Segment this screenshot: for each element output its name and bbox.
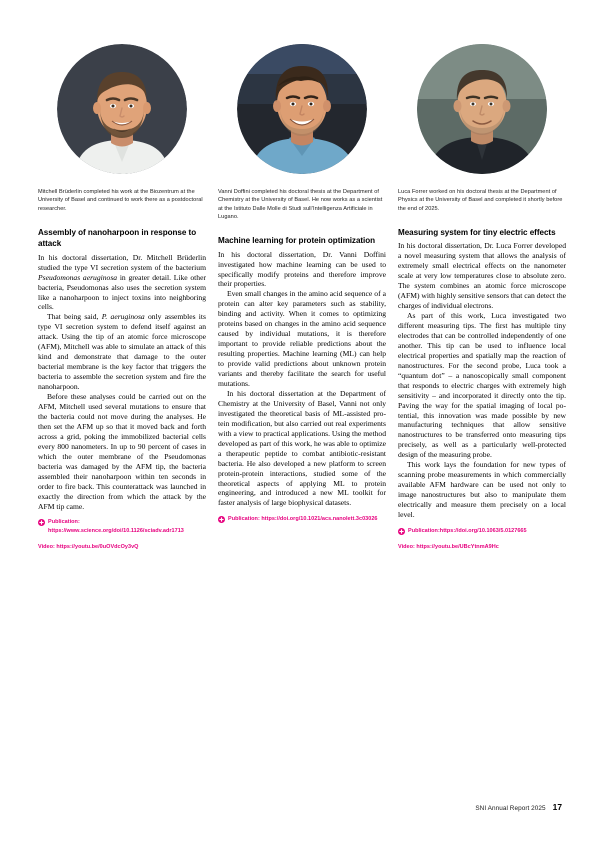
article-paragraph: That being said, P. aeruginosa only assembles its type VI secretion system to defend itself against an attack. Using the tip of an atomic force microscope (AFM), Mitchell was able to simulate an attack of this kind and demonstrate that damage to the outer bacterial membrane is the key factor that triggers the bacteria to assemble the secretion system and fire the nanoharpoon. [38, 312, 206, 392]
portrait-mitchell-bruederlin [57, 44, 187, 174]
publication-link-row[interactable] [398, 527, 566, 535]
article-paragraph: This work lays the foundation for new types of scanning probe measurements in which commercially available AFM hardware can be used not only to image nanostructures but also to manipulate them electrically and measure them precisely on a local level. [398, 460, 566, 520]
article-column-2 [218, 44, 386, 551]
portrait-illustration [417, 44, 547, 174]
portrait-image [237, 44, 367, 174]
article-column-3 [398, 44, 566, 551]
plus-circle-icon [218, 516, 225, 523]
publication-link-row[interactable] [218, 515, 386, 523]
article-paragraph: In his doctoral dissertation at the Department of Chemistry at the University of Basel, Vanni not only investigated the theoretical basis of ML-assisted protein modification, but also carried out real experiments with a view to practical applications. Using the method developed as part of this work, he was able to optimize a therapeutic peptide to combat antibiotic-resistant bacteria. He also developed a new platform to screen protein-protein interactions, studied some of the theoretical aspects of applying ML to protein engineering, and introduced a new ML toolkit for faster analysis of large biophysical datasets. [218, 388, 386, 508]
article-headline: Measuring system for tiny electric effects [398, 227, 556, 237]
article-paragraph: In his doctoral dissertation, Dr. Vanni Doffini investigated how machine learning can be used to specifically modify proteins and therefore improve their properties. [218, 249, 386, 289]
article-paragraph: Even small changes in the amino acid sequence of a protein can alter key parameters such as stability, binding and activity. When it comes to optimizing proteins based on changes in the amino acid sequence caused by individual mutations, it is therefore important to provide reliable predictions about the resulting properties. Machine learning (ML) can help to provide valid predictions about unknown protein variants and thereby facilitate the search for useful mutations. [218, 289, 386, 388]
video-link[interactable]: Video: https://youtu.be/UBcYtnmA9Hc [398, 544, 499, 551]
portrait-image [57, 44, 187, 174]
publication-link-row[interactable] [38, 518, 206, 534]
portrait-vanni-doffini [237, 44, 367, 174]
portrait-caption: Vanni Doffini completed his doctoral thesis at the Department of Chemistry at the University of Basel. He now works as a scientist at the Istituto Dalle Molle di Studi sull’Intelligenza Artificiale in Lugano. [218, 189, 383, 220]
portrait-luca-forrer [417, 44, 547, 174]
publication-link[interactable]: Publication:https://doi.org/10.1063/5.0127665 [408, 527, 527, 534]
portrait-caption: Luca Forrer worked on his doctoral thesis at the Department of Physics at the University of Basel and completed it shortly before the end of 2025. [398, 189, 563, 212]
article-paragraph: As part of this work, Luca investigated two different measuring tips. The first has multiple tiny electrodes that can be controlled independently of one another. This tip can be used to influence local electrical properties and spatially map the reaction of nanostructures. For the second probe, Luca took a “quantum dot” – a nanoscopically small component that responds to electric charges with extremely high sensitivity – and incorporated it directly onto the tip. Paving the way for the spatial imaging of local potential, this innovation was made possible by new manufacturing techniques that allow sensitive nanostructures to be transferred onto measuring tips precisely, as well as a particularly well-protected design of the measuring probe. [398, 310, 566, 460]
article-paragraph: In his doctoral dissertation, Dr. Luca Forrer developed a novel measuring system that allows the analysis of extremely small electrical effects on the nanometer scale at very low temperatures close to absolute zero. The system combines an atomic force microscope (AFM) with highly sensitive sensors that can detect the charges of individual electrons. [398, 241, 566, 311]
publication-link[interactable]: Publication: https://www.science.org/doi/10.1126/sciadv.adr1713 [48, 519, 184, 534]
article-paragraph: In his doctoral dissertation, Dr. Mitchell Brüderlin studied the type VI secretion system of the bacterium Pseudomonas aeruginosa in greater detail. Like other bacteria, Pseudomonas also uses the secretion system like a nanoharpoon to inject toxins into neighboring cells. [38, 252, 206, 312]
plus-circle-icon [398, 528, 405, 535]
article-column-1 [38, 44, 206, 551]
footer-page-number: 17 [552, 802, 562, 812]
article-paragraph: Before these analyses could be carried out on the AFM, Mitchell used several mutations to ensure that the bacteria could not move during the analyses. He then set the AFM up so that it moved back and forth across a grid, poking the immobilized bacterial cells every 800 nanometers. In up to 90 percent of cases in which the outer membrane of the Pseudomonas bacteria was damaged by the AFM tip, the bacteria assembled their nanoharpoon within ten seconds in order to fire back. This counterattack was launched in exactly the direction from which the attack by the AFM tip came. [38, 392, 206, 511]
publication-link[interactable]: Publication: https://doi.org/10.1021/acs.nanolett.3c03026 [228, 516, 378, 523]
plus-circle-icon [38, 519, 45, 526]
page-footer [475, 802, 562, 812]
portrait-illustration [57, 44, 187, 174]
article-columns [38, 44, 566, 551]
portrait-image [417, 44, 547, 174]
article-headline: Machine learning for protein optimization [218, 236, 376, 246]
portrait-illustration [237, 44, 367, 174]
article-headline: Assembly of nanoharpoon in response to attack [38, 227, 197, 249]
footer-report-title: SNI Annual Report 2025 [475, 805, 546, 812]
video-link[interactable]: Video: https://youtu.be/0uOVdcOy3vQ [38, 543, 139, 550]
portrait-caption: Mitchell Brüderlin completed his work at the Biozentrum at the University of Basel and continued to work there as a postdoctoral researcher. [38, 189, 203, 212]
